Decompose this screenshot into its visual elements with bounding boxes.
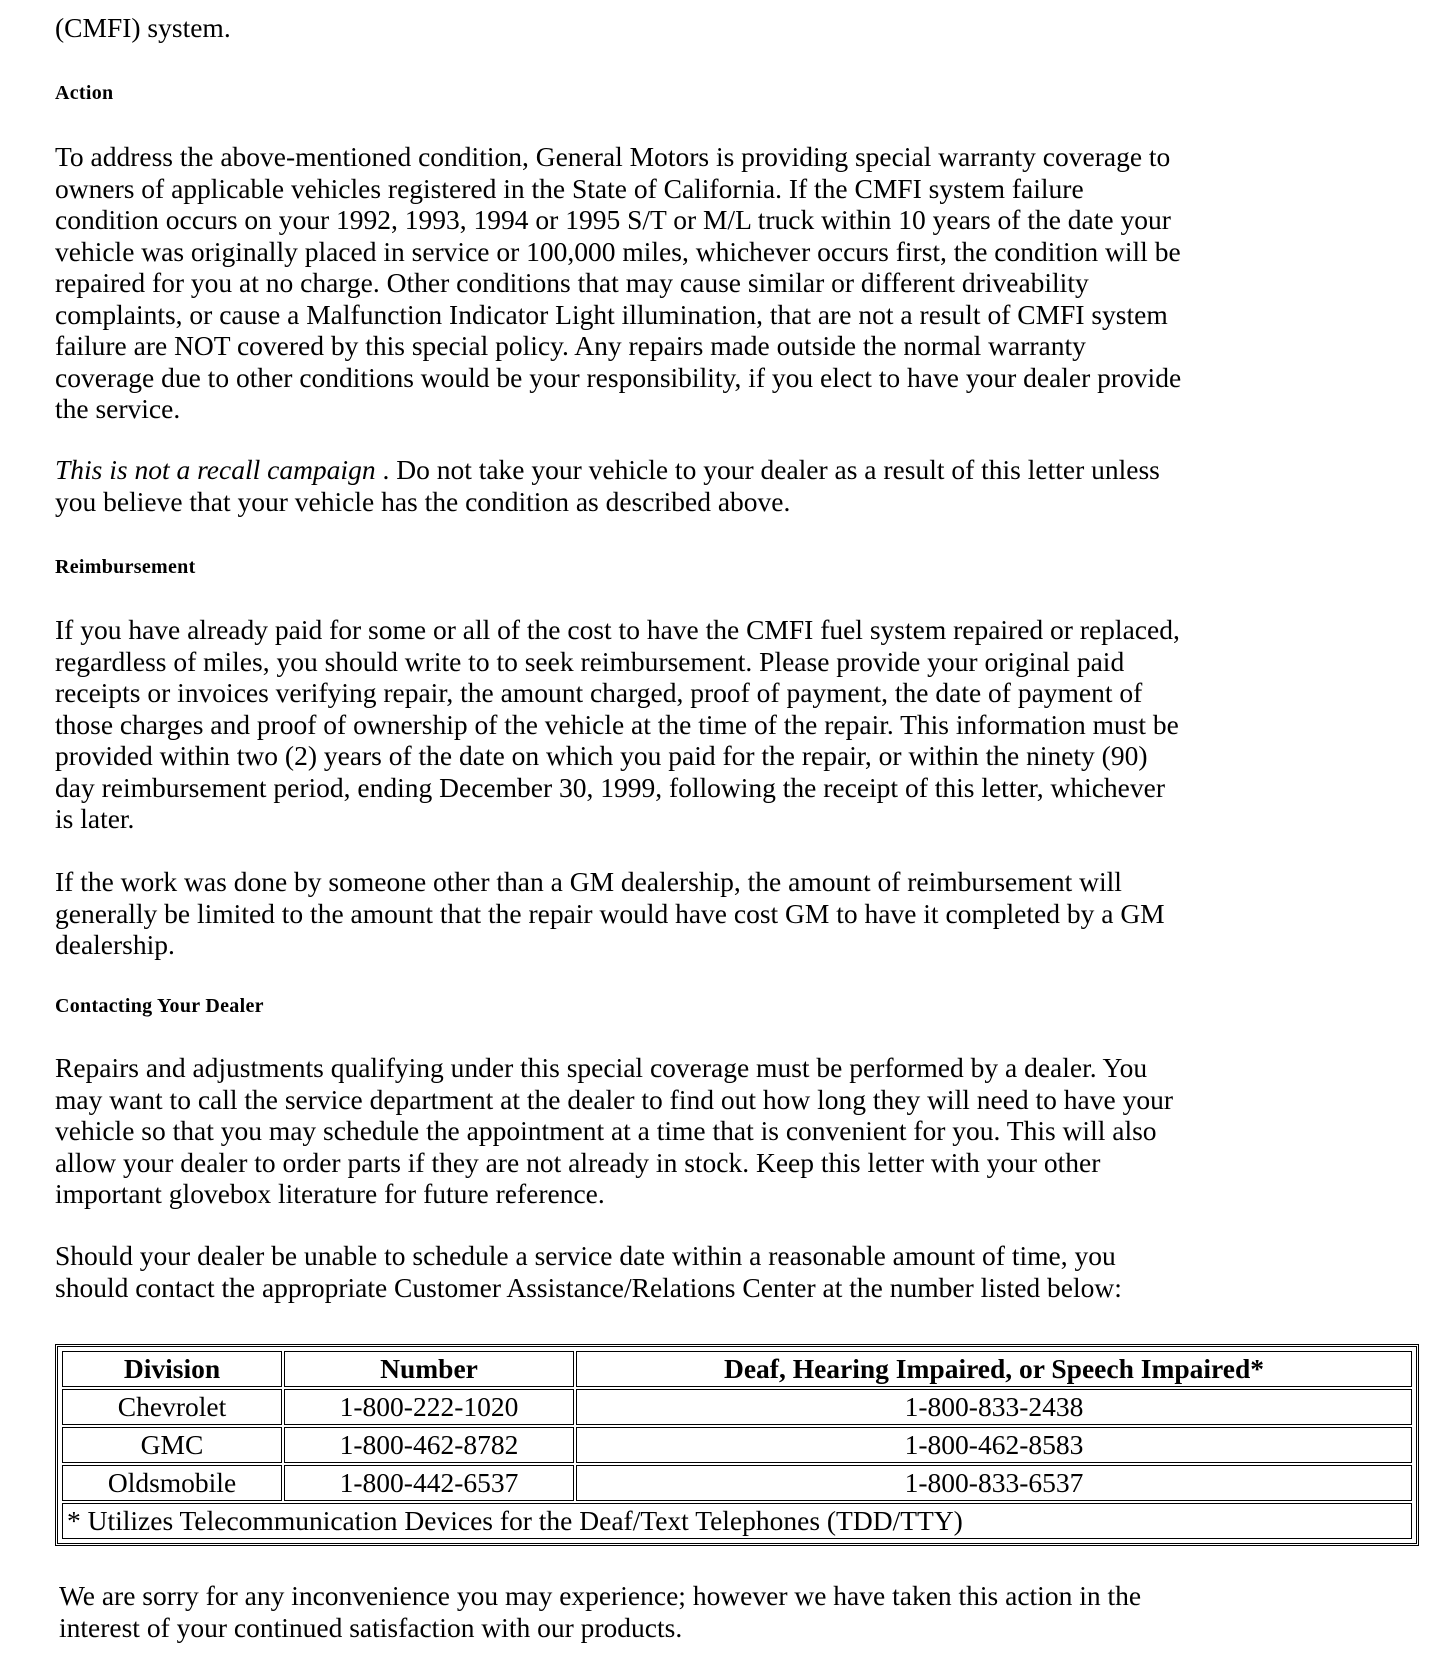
text-line: provided within two (2) years of the date on which you paid for the repair, or within the ninety (90)	[55, 740, 1148, 771]
text-line: those charges and proof of ownership of the vehicle at the time of the repair. This information must be	[55, 708, 1179, 740]
text-line: allow your dealer to order parts if they are not already in stock. Keep this letter with your other	[55, 1146, 1101, 1178]
number-cell: 1-800-222-1020	[284, 1389, 574, 1425]
tdd-number-cell: 1-800-462-8583	[576, 1427, 1412, 1463]
column-header: Division	[62, 1351, 282, 1387]
text-line: dealership.	[55, 929, 175, 960]
text-line: To address the above-mentioned condition, General Motors is providing special warranty coverage to	[55, 141, 1171, 172]
text-line: regardless of miles, you should write to to seek reimbursement. Please provide your original paid	[55, 645, 1125, 677]
text-line: We are sorry for any inconvenience you may experience; however we have taken this action in the	[59, 1580, 1142, 1611]
text-line: day reimbursement period, ending December 30, 1999, following the receipt of this letter, whichever	[55, 771, 1166, 803]
reimbursement-heading: Reimbursement	[55, 556, 196, 578]
number-cell: 1-800-462-8782	[284, 1427, 574, 1463]
text-line: If you have already paid for some or all of the cost to have the CMFI fuel system repaired or replaced,	[55, 614, 1180, 645]
action-heading: Action	[55, 82, 114, 104]
text-line: owners of applicable vehicles registered in the State of California. If the CMFI system failure	[55, 172, 1084, 204]
table-footnote: * Utilizes Telecommunication Devices for the Deaf/Text Telephones (TDD/TTY)	[62, 1503, 1412, 1539]
text-line: generally be limited to the amount that the repair would have cost GM to have it completed by a GM	[55, 897, 1165, 929]
division-cell: Oldsmobile	[62, 1465, 282, 1501]
action-paragraph	[55, 141, 1425, 425]
contact-table-grid	[60, 1349, 1414, 1541]
text-line: complaints, or cause a Malfunction Indicator Light illumination, that are not a result of CMFI system	[55, 298, 1168, 330]
number-cell: 1-800-442-6537	[284, 1465, 574, 1501]
tdd-number-cell: 1-800-833-2438	[576, 1389, 1412, 1425]
text-line: Should your dealer be unable to schedule a service date within a reasonable amount of time, you	[55, 1240, 1116, 1271]
text-line: important glovebox literature for future reference.	[55, 1178, 605, 1209]
text-line: repaired for you at no charge. Other conditions that may cause similar or different driveability	[55, 267, 1089, 298]
tdd-number-cell: 1-800-833-6537	[576, 1465, 1412, 1501]
text-line: the service.	[55, 393, 181, 424]
contacting-dealer-heading: Contacting Your Dealer	[55, 995, 264, 1017]
text-line: may want to call the service department at the dealer to find out how long they will need to have your	[55, 1083, 1173, 1115]
column-header: Number	[284, 1351, 574, 1387]
text-line: receipts or invoices verifying repair, the amount charged, proof of payment, the date of payment of	[55, 677, 1143, 708]
column-header: Deaf, Hearing Impaired, or Speech Impaired*	[576, 1351, 1412, 1387]
text-line: Repairs and adjustments qualifying under this special coverage must be performed by a dealer. You	[55, 1052, 1148, 1083]
table-header-row	[62, 1351, 1412, 1387]
recall-notice-rest: . Do not take your vehicle to your dealer as a result of this letter unless	[375, 454, 1160, 485]
text-line: is later.	[55, 803, 135, 834]
text-line: If the work was done by someone other than a GM dealership, the amount of reimbursement will	[55, 866, 1122, 897]
closing-paragraph	[59, 1580, 1429, 1643]
text-line: vehicle was originally placed in service or 100,000 miles, whichever occurs first, the condition will be	[55, 235, 1181, 267]
table-footnote-row	[62, 1503, 1412, 1539]
text-line: should contact the appropriate Customer Assistance/Relations Center at the number listed below:	[55, 1271, 1122, 1303]
table-row	[62, 1389, 1412, 1425]
text-line: interest of your continued satisfaction with our products.	[59, 1611, 683, 1643]
text-line: failure are NOT covered by this special policy. Any repairs made outside the normal warranty	[55, 330, 1086, 361]
recall-notice-italic: This is not a recall campaign	[55, 454, 376, 485]
intro-text: (CMFI) system.	[55, 12, 231, 43]
non-dealer-paragraph	[55, 866, 1425, 961]
text-line: vehicle so that you may schedule the appointment at a time that is convenient for you. This will also	[55, 1115, 1157, 1146]
text-line	[55, 454, 1425, 486]
table-row	[62, 1427, 1412, 1463]
text-line: you believe that your vehicle has the condition as described above.	[55, 485, 791, 517]
contact-table	[55, 1344, 1419, 1546]
division-cell: GMC	[62, 1427, 282, 1463]
recall-notice-paragraph	[55, 454, 1425, 517]
contacting-paragraph	[55, 1052, 1425, 1210]
text-line: condition occurs on your 1992, 1993, 1994 or 1995 S/T or M/L truck within 10 years of the date your	[55, 204, 1171, 235]
text-line: coverage due to other conditions would be your responsibility, if you elect to have your dealer provide	[55, 361, 1182, 393]
reimbursement-paragraph	[55, 614, 1425, 835]
table-row	[62, 1465, 1412, 1501]
assistance-paragraph	[55, 1240, 1425, 1303]
division-cell: Chevrolet	[62, 1389, 282, 1425]
